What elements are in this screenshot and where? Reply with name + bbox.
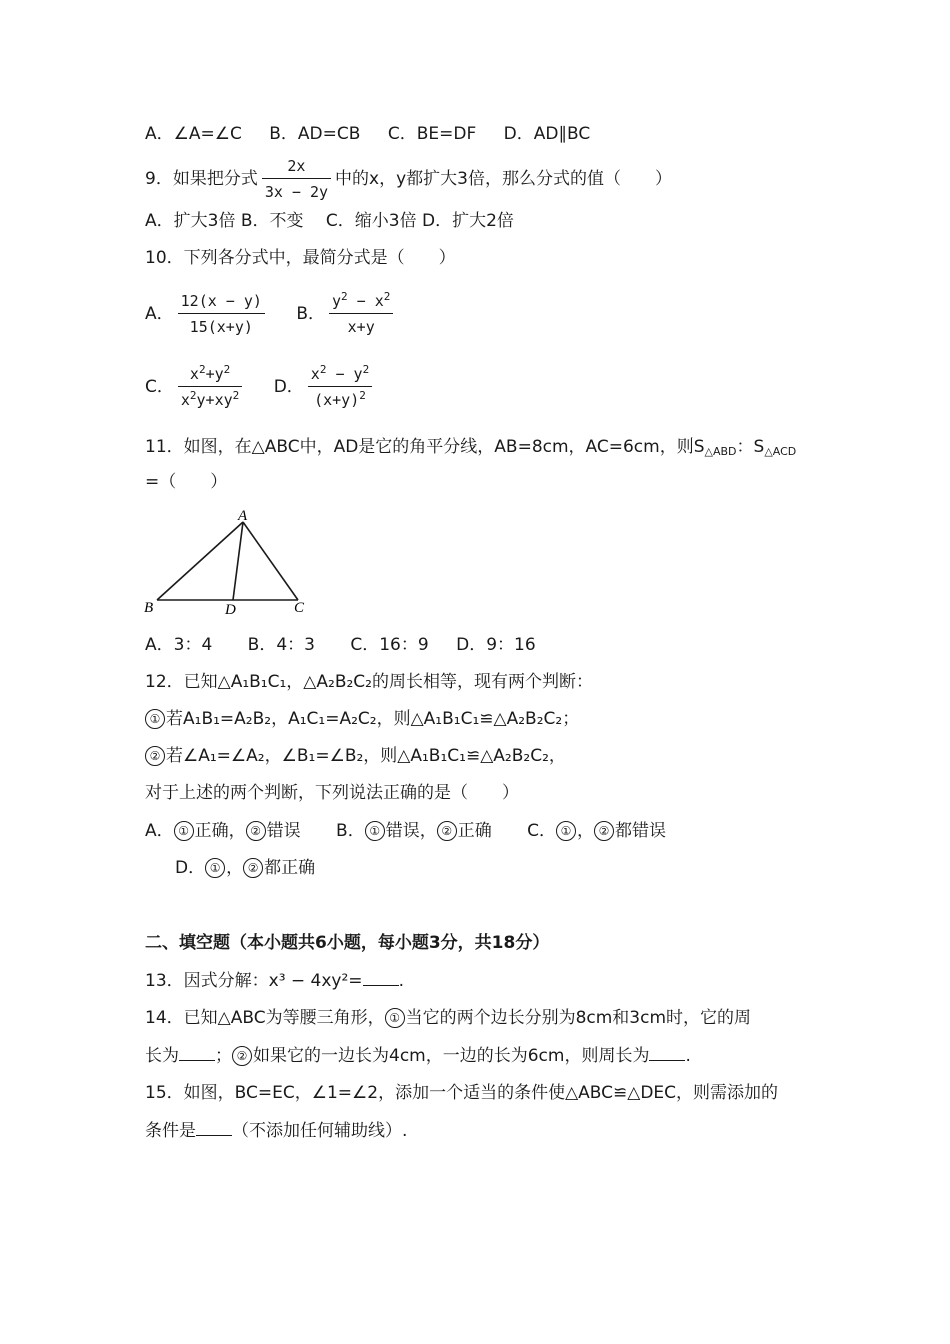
q12-option-c-text-1: ，	[577, 821, 594, 841]
bisector-ad	[233, 522, 243, 600]
q12-option-a-text-2: 错误	[266, 821, 301, 841]
q10-a-numerator: 12(x − y)	[180, 292, 262, 310]
q11-stem-a: 11．如图，在△ABC中，AD是它的角平分线，AB=8cm，AC=6cm，则S	[145, 437, 705, 457]
q14-blank-1[interactable]	[179, 1046, 215, 1061]
q11-sub-acd: △ACD	[764, 445, 797, 458]
q12-judgment-2	[145, 745, 566, 767]
point-d-label: D	[225, 602, 236, 618]
q9-stem	[145, 155, 672, 203]
q10-b-numerator: $y^2 - x^2$	[332, 290, 391, 310]
q10-option-b-fraction	[329, 290, 393, 338]
vertex-a-label: A	[238, 508, 248, 524]
q15-line-1: 15．如图，BC=EC，∠1=∠2，添加一个适当的条件使△ABC≌△DEC，则需添加的	[145, 1083, 779, 1103]
q12-option-d-label: D．	[175, 858, 206, 878]
q9-numerator: 2x	[287, 157, 306, 175]
q14-blank-2[interactable]	[649, 1046, 685, 1061]
q10-row-cd	[145, 363, 376, 411]
q14-text-d: ；	[215, 1046, 232, 1066]
q10-option-d-fraction	[308, 363, 372, 411]
q9-options: A．扩大3倍 B．不变 C．缩小3倍 D．扩大2倍	[145, 211, 514, 231]
q10-option-a-fraction	[178, 290, 265, 338]
q12-options-abc	[145, 820, 666, 842]
vertex-c-label: C	[294, 600, 305, 616]
q11-stem-b: =（ ）	[145, 472, 228, 492]
q14-line-1	[145, 1007, 751, 1029]
q11-options	[145, 634, 536, 656]
q9-denominator: 3x − 2y	[262, 178, 331, 203]
q12-option-a-label: A．	[145, 821, 174, 841]
q12-question: 对于上述的两个判断，下列说法正确的是（ ）	[145, 783, 519, 803]
q14-text-a: 14．已知△ABC为等腰三角形，	[145, 1008, 385, 1028]
q11-option-c: C．16：9	[350, 635, 429, 655]
q8-option-c: C．BE=DF	[387, 124, 477, 144]
q8-options	[145, 123, 590, 145]
q8-option-a: A．∠A=∠C	[145, 124, 242, 144]
q11-option-b: B．4：3	[247, 635, 315, 655]
q11-sub-abd: △ABD	[704, 445, 737, 458]
q14-text-c: 长为	[145, 1046, 179, 1066]
q12-d-circle-2: ②	[243, 858, 263, 878]
q12-number-1: ①	[145, 709, 165, 729]
q13	[145, 970, 404, 992]
q14-text-e: 如果它的一边长为4cm，一边的长为6cm，则周长为	[253, 1046, 650, 1066]
q12-c-circle-2: ②	[594, 821, 614, 841]
q12-option-d-text-2: 都正确	[264, 858, 316, 878]
side-ac	[243, 522, 298, 600]
q10-a-denominator: 15(x+y)	[178, 313, 265, 338]
q10-d-denominator: $(x+y)^2$	[308, 386, 372, 411]
q12-option-a-text-1: 正确，	[194, 821, 246, 841]
q13-end: .	[398, 971, 404, 991]
q10-b-denominator: x+y	[329, 313, 393, 338]
q13-text: 13．因式分解：x³ − 4xy²=	[145, 971, 363, 991]
q10-option-c-label: C．	[145, 377, 174, 397]
q12-number-2: ②	[145, 746, 165, 766]
q12-judgment-1	[145, 708, 579, 730]
q13-blank[interactable]	[363, 971, 399, 986]
q14-number-1: ①	[385, 1008, 405, 1028]
side-ab	[157, 522, 243, 600]
q12-a-circle-2: ②	[246, 821, 266, 841]
q10-option-c-fraction	[178, 363, 242, 411]
q14-text-f: .	[685, 1046, 691, 1066]
q12-stem: 12．已知△A₁B₁C₁，△A₂B₂C₂的周长相等，现有两个判断：	[145, 672, 593, 692]
q12-option-b-text-2: 正确	[457, 821, 492, 841]
section-2-title: 二、填空题（本小题共6小题，每小题3分，共18分）	[145, 933, 550, 953]
q10-c-denominator: $x^2y+xy^2$	[178, 386, 242, 411]
q10-option-a-label: A．	[145, 304, 174, 324]
vertex-b-label: B	[144, 600, 154, 616]
q11-option-d: D．9：16	[456, 635, 536, 655]
q12-a-circle-1: ①	[174, 821, 194, 841]
q11-option-a: A．3：4	[145, 635, 213, 655]
q9-stem-post: 中的x，y都扩大3倍，那么分式的值（ ）	[335, 169, 672, 189]
q8-option-b: B．AD=CB	[269, 124, 361, 144]
q12-c-circle-1: ①	[556, 821, 576, 841]
q10-option-d-label: D．	[273, 377, 304, 397]
q15-line-2	[145, 1120, 407, 1142]
q10-stem: 10．下列各分式中，最简分式是（ ）	[145, 248, 456, 268]
q12-option-c-text-2: 都错误	[615, 821, 666, 841]
q15-blank[interactable]	[196, 1121, 232, 1136]
q12-option-b-text-1: 错误，	[385, 821, 437, 841]
q12-option-d	[175, 857, 315, 879]
q11-triangle-figure	[143, 508, 313, 620]
q12-d-circle-1: ①	[205, 858, 225, 878]
q12-option-d-text-1: ，	[226, 858, 244, 878]
q12-judgment-2-text: 若∠A₁=∠A₂，∠B₁=∠B₂，则△A₁B₁C₁≌△A₂B₂C₂，	[166, 746, 566, 766]
q12-option-c-label: C．	[527, 821, 556, 841]
q14-number-2: ②	[232, 1046, 252, 1066]
q15-text-c: （不添加任何辅助线）.	[232, 1121, 408, 1141]
q12-judgment-1-text: 若A₁B₁=A₂B₂，A₁C₁=A₂C₂，则△A₁B₁C₁≌△A₂B₂C₂；	[166, 709, 580, 729]
q9-fraction	[262, 155, 331, 203]
q10-c-numerator: $x^2+y^2$	[189, 363, 231, 383]
q10-row-ab	[145, 290, 397, 338]
q12-b-circle-2: ②	[437, 821, 457, 841]
q10-d-numerator: $x^2 - y^2$	[310, 363, 370, 383]
q14-text-b: 当它的两个边长分别为8cm和3cm时，它的周	[405, 1008, 752, 1028]
q10-option-b-label: B．	[296, 304, 325, 324]
q12-option-b-label: B．	[336, 821, 365, 841]
q11-stem	[145, 436, 796, 458]
q15-text-b: 条件是	[145, 1121, 196, 1141]
q9-stem-pre: 9．如果把分式	[145, 169, 258, 189]
q14-line-2	[145, 1045, 691, 1067]
q12-b-circle-1: ①	[365, 821, 385, 841]
q11-colon: ：S	[736, 437, 765, 457]
q8-option-d: D．AD∥BC	[503, 124, 591, 144]
